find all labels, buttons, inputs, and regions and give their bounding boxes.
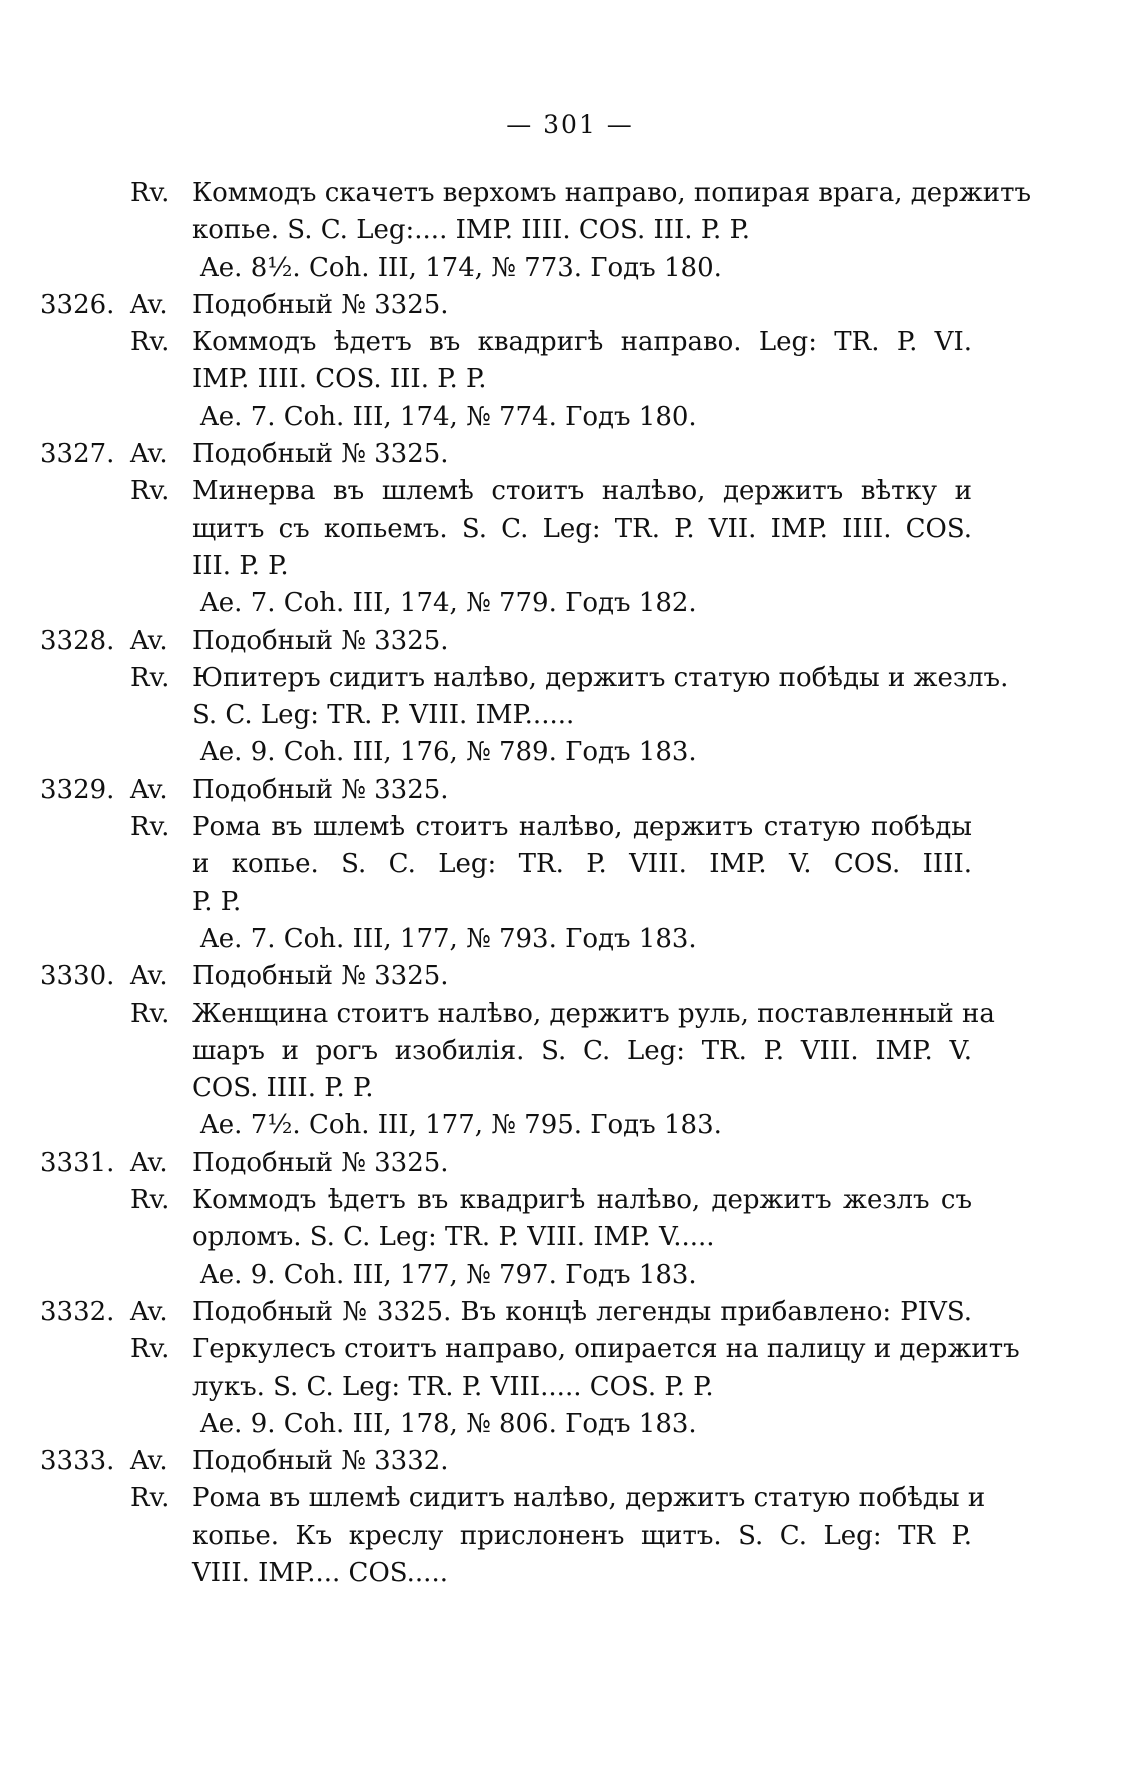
text-line (0, 1443, 1140, 1480)
text-line (0, 846, 1140, 883)
text-line (0, 399, 1140, 436)
text-line (0, 1480, 1140, 1517)
coin-side-label: Rv. (130, 327, 170, 358)
text-line (0, 623, 1140, 660)
coin-side-label: Av. (130, 961, 168, 992)
page-number: — 301 — (506, 110, 634, 139)
catalog-entries (0, 175, 1140, 1592)
line-text: VIII. IMP.... COS..... (192, 1557, 448, 1588)
entry-number: 3331. (40, 1147, 115, 1178)
coin-side-label: Rv. (130, 1185, 170, 1216)
text-line (0, 1555, 1140, 1592)
text-line (0, 772, 1140, 809)
entry-number: 3332. (40, 1296, 115, 1327)
text-line (0, 1219, 1140, 1256)
text-line (0, 436, 1140, 473)
entry-number: 3326. (40, 289, 115, 320)
text-line (0, 511, 1140, 548)
entry-number: 3327. (40, 439, 115, 470)
coin-side-label: Rv. (130, 1334, 170, 1365)
text-line (0, 548, 1140, 585)
text-line (0, 473, 1140, 510)
line-text: Ae. 9. Coh. III, 176, № 789. Годъ 183. (200, 737, 697, 768)
text-line (0, 1331, 1140, 1368)
line-text: Минерва въ шлемѣ стоитъ налѣво, держитъ вѣтку и (192, 476, 972, 507)
line-text: S. C. Leg: TR. P. VIII. IMP...... (192, 700, 575, 731)
text-line (0, 361, 1140, 398)
coin-side-label: Rv. (130, 812, 170, 843)
text-line (0, 1518, 1140, 1555)
entry-number: 3328. (40, 625, 115, 656)
line-text: Ae. 9. Coh. III, 178, № 806. Годъ 183. (200, 1408, 697, 1439)
line-text: COS. IIII. P. P. (192, 1073, 374, 1104)
line-text: Ae. 8½. Coh. III, 174, № 773. Годъ 180. (200, 252, 722, 283)
line-text: Подобный № 3325. (192, 961, 449, 992)
coin-side-label: Rv. (130, 998, 170, 1029)
line-text: шаръ и рогъ изобилія. S. C. Leg: TR. P. VIII. IMP. V. (192, 1035, 972, 1066)
text-line (0, 1033, 1140, 1070)
line-text: Подобный № 3325. Въ концѣ легенды прибавлено: PIVS. (192, 1296, 972, 1327)
line-text: Ae. 7. Coh. III, 174, № 779. Годъ 182. (200, 588, 697, 619)
text-line (0, 809, 1140, 846)
coin-side-label: Av. (130, 1296, 168, 1327)
line-text: копье. Къ креслу прислоненъ щитъ. S. C. Leg: TR P. (192, 1520, 972, 1551)
text-line (0, 1107, 1140, 1144)
text-line (0, 1182, 1140, 1219)
entry-number: 3330. (40, 961, 115, 992)
line-text: Рома въ шлемѣ сидитъ налѣво, держитъ статую побѣды и (192, 1483, 986, 1514)
line-text: Подобный № 3325. (192, 774, 449, 805)
line-text: Ae. 9. Coh. III, 177, № 797. Годъ 183. (200, 1259, 697, 1290)
entry-number: 3333. (40, 1446, 115, 1477)
text-line (0, 996, 1140, 1033)
line-text: Геркулесъ стоитъ направо, опирается на палицу и держитъ (192, 1334, 1020, 1365)
coin-side-label: Av. (130, 1446, 168, 1477)
line-text: и копье. S. C. Leg: TR. P. VIII. IMP. V. COS. IIII. (192, 849, 972, 880)
text-line (0, 175, 1140, 212)
text-line (0, 250, 1140, 287)
line-text: Ae. 7. Coh. III, 177, № 793. Годъ 183. (200, 923, 697, 954)
text-line (0, 884, 1140, 921)
line-text: Подобный № 3325. (192, 439, 449, 470)
line-text: Коммодъ скачетъ верхомъ направо, попирая врага, держитъ (192, 178, 1032, 208)
text-line (0, 1369, 1140, 1406)
text-line (0, 212, 1140, 249)
entry-number: 3329. (40, 774, 115, 805)
text-line (0, 324, 1140, 361)
text-line (0, 287, 1140, 324)
line-text: копье. S. C. Leg:.... IMP. IIII. COS. III. P. P. (192, 215, 751, 246)
line-text: Подобный № 3325. (192, 289, 449, 320)
text-line (0, 734, 1140, 771)
coin-side-label: Rv. (130, 1483, 170, 1514)
coin-side-label: Av. (130, 774, 168, 805)
coin-side-label: Av. (130, 289, 168, 320)
line-text: Подобный № 3332. (192, 1446, 449, 1477)
text-line (0, 585, 1140, 622)
coin-side-label: Rv. (130, 476, 170, 507)
text-line (0, 1070, 1140, 1107)
coin-side-label: Av. (130, 439, 168, 470)
text-line (0, 1257, 1140, 1294)
line-text: Подобный № 3325. (192, 1147, 449, 1178)
line-text: IMP. IIII. COS. III. P. P. (192, 364, 487, 395)
text-line (0, 660, 1140, 697)
coin-side-label: Av. (130, 1147, 168, 1178)
coin-side-label: Rv. (130, 662, 170, 693)
line-text: III. P. P. (192, 550, 289, 581)
coin-side-label: Rv. (130, 178, 170, 208)
text-line (0, 1406, 1140, 1443)
coin-side-label: Av. (130, 625, 168, 656)
line-text: Рома въ шлемѣ стоитъ налѣво, держитъ статую побѣды (192, 812, 972, 843)
line-text: Ae. 7. Coh. III, 174, № 774. Годъ 180. (200, 401, 697, 432)
text-line (0, 697, 1140, 734)
text-line (0, 921, 1140, 958)
line-text: лукъ. S. C. Leg: TR. P. VIII..... COS. P. P. (192, 1371, 714, 1402)
line-text: орломъ. S. C. Leg: TR. P. VIII. IMP. V..... (192, 1222, 715, 1253)
line-text: щитъ съ копьемъ. S. C. Leg: TR. P. VII. IMP. IIII. COS. (192, 513, 972, 544)
line-text: Юпитеръ сидитъ налѣво, держитъ статую побѣды и жезлъ. (192, 662, 1009, 693)
line-text: Подобный № 3325. (192, 625, 449, 656)
line-text: Ae. 7½. Coh. III, 177, № 795. Годъ 183. (200, 1110, 722, 1141)
line-text: Коммодъ ѣдетъ въ квадригѣ налѣво, держитъ жезлъ съ (192, 1185, 972, 1216)
line-text: Женщина стоитъ налѣво, держитъ руль, поставленный на (192, 998, 995, 1029)
text-line (0, 958, 1140, 995)
text-line (0, 1294, 1140, 1331)
line-text: Коммодъ ѣдетъ въ квадригѣ направо. Leg: TR. P. VI. (192, 327, 972, 358)
line-text: P. P. (192, 886, 242, 917)
text-line (0, 1145, 1140, 1182)
